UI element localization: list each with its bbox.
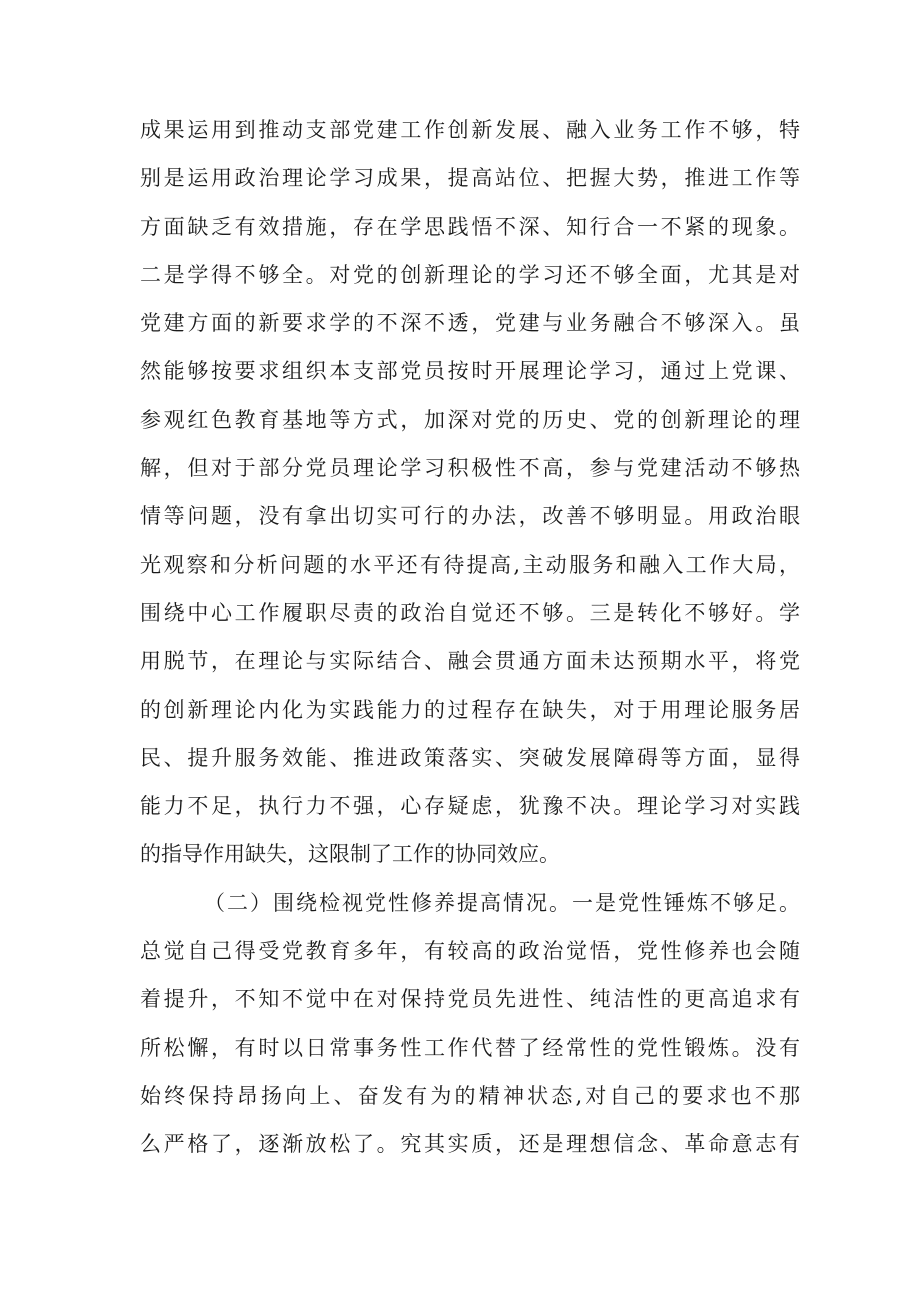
text-line: 民、提升服务效能、推进政策落实、突破发展障碍等方面，显得 (140, 745, 800, 770)
text-line: 的创新理论内化为实践能力的过程存在缺失，对于用理论服务居 (140, 697, 800, 722)
text-line: 用脱节，在理论与实际结合、融会贯通方面未达预期水平，将党 (140, 649, 800, 674)
text-line: 解，但对于部分党员理论学习积极性不高，参与党建活动不够热 (140, 456, 800, 481)
text-line: 围绕中心工作履职尽责的政治自觉还不够。三是转化不够好。学 (140, 600, 800, 625)
text-line: 么严格了，逐渐放松了。究其实质，还是理想信念、革命意志有 (140, 1132, 800, 1157)
text-line: 成果运用到推动支部党建工作创新发展、融入业务工作不够，特 (140, 118, 800, 142)
paragraph-2 (140, 879, 800, 1169)
text-line: 着提升，不知不觉中在对保持党员先进性、纯洁性的更高追求有 (140, 987, 800, 1012)
text-line: 情等问题，没有拿出切实可行的办法，改善不够明显。用政治眼 (140, 504, 800, 529)
text-line: 方面缺乏有效措施，存在学思践悟不深、知行合一不紧的现象。 (140, 214, 800, 239)
text-line: （二）围绕检视党性修养提高情况。一是党性锤炼不够足。 (204, 890, 800, 915)
text-line: 然能够按要求组织本支部党员按时开展理论学习，通过上党课、 (140, 359, 800, 384)
text-line: 始终保持昂扬向上、奋发有为的精神状态,对自己的要求也不那 (140, 1083, 800, 1108)
text-line: 总觉自己得受党教育多年，有较高的政治觉悟，党性修养也会随 (140, 939, 800, 964)
document-body (140, 106, 800, 1169)
paragraph-1 (140, 106, 800, 879)
text-line: 光观察和分析问题的水平还有待提高,主动服务和融入工作大局， (140, 552, 800, 577)
text-line: 二是学得不够全。对党的创新理论的学习还不够全面，尤其是对 (140, 262, 800, 287)
text-line: 所松懈，有时以日常事务性工作代替了经常性的党性锻炼。没有 (140, 1035, 800, 1060)
text-line: 的指导作用缺失，这限制了工作的协同效应。 (140, 842, 560, 867)
text-line: 能力不足，执行力不强，心存疑虑，犹豫不决。理论学习对实践 (140, 794, 800, 819)
text-line: 党建方面的新要求学的不深不透，党建与业务融合不够深入。虽 (140, 311, 800, 336)
text-line: 参观红色教育基地等方式，加深对党的历史、党的创新理论的理 (140, 407, 800, 432)
text-line: 别是运用政治理论学习成果，提高站位、把握大势，推进工作等 (140, 166, 800, 191)
